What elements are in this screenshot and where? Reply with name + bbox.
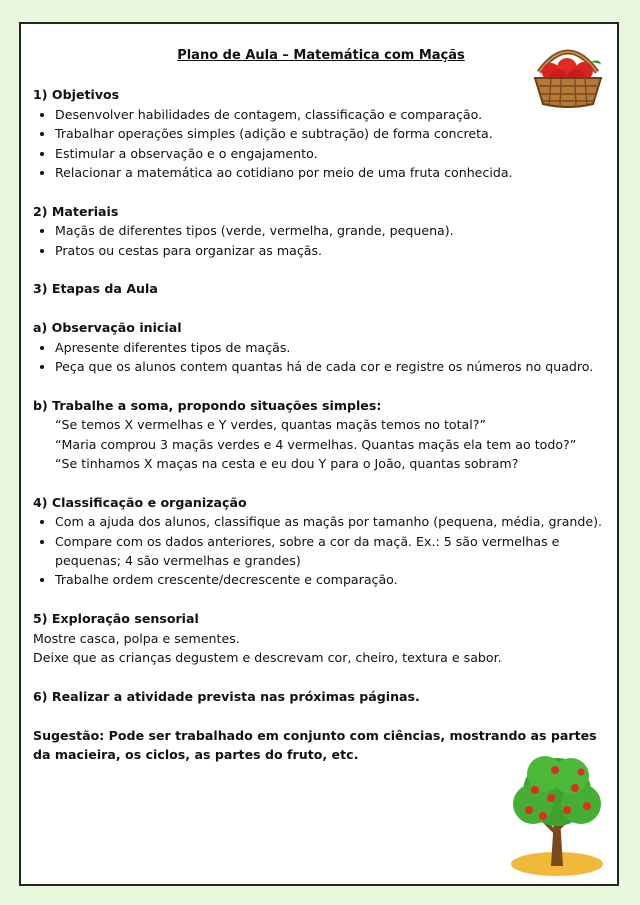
section-heading-soma: b) Trabalhe a soma, propondo situações simples:: [33, 397, 382, 413]
text-line: Deixe que as crianças degustem e descrevam cor, cheiro, textura e sabor.: [33, 650, 502, 666]
observacao-list: [33, 338, 609, 377]
section-heading-observacao: a) Observação inicial: [33, 320, 182, 336]
list-item: • Pratos ou cestas para organizar as maçãs.: [55, 241, 609, 260]
apple-tree-icon: [505, 752, 609, 878]
list-item: • Com a ajuda dos alunos, classifique as maçãs por tamanho (pequena, média, grande).: [55, 512, 609, 531]
section-heading-etapas: 3) Etapas da Aula: [33, 281, 158, 297]
page-title: Plano de Aula – Matemática com Maçãs: [177, 48, 465, 63]
list-item: • Trabalhe ordem crescente/decrescente e comparação.: [55, 570, 609, 589]
list-item: • Peça que os alunos contem quantas há de cada cor e registre os números no quadro.: [55, 357, 609, 376]
lesson-plan-content: [33, 46, 609, 765]
materiais-list: [33, 221, 609, 260]
list-item: • Compare com os dados anteriores, sobre a cor da maçã. Ex.: 5 são vermelhas e pequenas; 4 são vermelhas e grandes): [55, 532, 609, 571]
list-item: • Maçãs de diferentes tipos (verde, vermelha, grande, pequena).: [55, 221, 609, 240]
section-heading-classificacao: 4) Classificação e organização: [33, 494, 247, 510]
section-heading-objetivos: 1) Objetivos: [33, 87, 120, 103]
classificacao-list: [33, 512, 609, 590]
question-line: “Se tinhamos X maças na cesta e eu dou Y para o João, quantas sobram?: [55, 456, 519, 472]
list-item: • Estimular a observação e o engajamento.: [55, 144, 609, 163]
suggestion-text: Sugestão: Pode ser trabalhado em conjunto com ciências, mostrando as partes da macieira, os ciclos, as partes do fruto, etc.: [33, 727, 597, 763]
list-item: • Apresente diferentes tipos de maçãs.: [55, 338, 609, 357]
objetivos-list: [33, 105, 609, 183]
question-line: “Se temos X vermelhas e Y verdes, quantas maçãs temos no total?”: [55, 417, 486, 433]
list-item: • Trabalhar operações simples (adição e subtração) de forma concreta.: [55, 124, 609, 143]
list-item: • Desenvolver habilidades de contagem, classificação e comparação.: [55, 105, 609, 124]
section-heading-atividade: 6) Realizar a atividade prevista nas próximas páginas.: [33, 688, 420, 704]
text-line: Mostre casca, polpa e sementes.: [33, 630, 240, 646]
list-item: • Relacionar a matemática ao cotidiano por meio de uma fruta conhecida.: [55, 163, 609, 182]
section-heading-sensorial: 5) Exploração sensorial: [33, 611, 199, 627]
question-line: “Maria comprou 3 maçãs verdes e 4 vermelhas. Quantas maçãs ela tem ao todo?”: [55, 436, 577, 452]
section-heading-materiais: 2) Materiais: [33, 203, 119, 219]
document-sheet: [19, 22, 619, 886]
